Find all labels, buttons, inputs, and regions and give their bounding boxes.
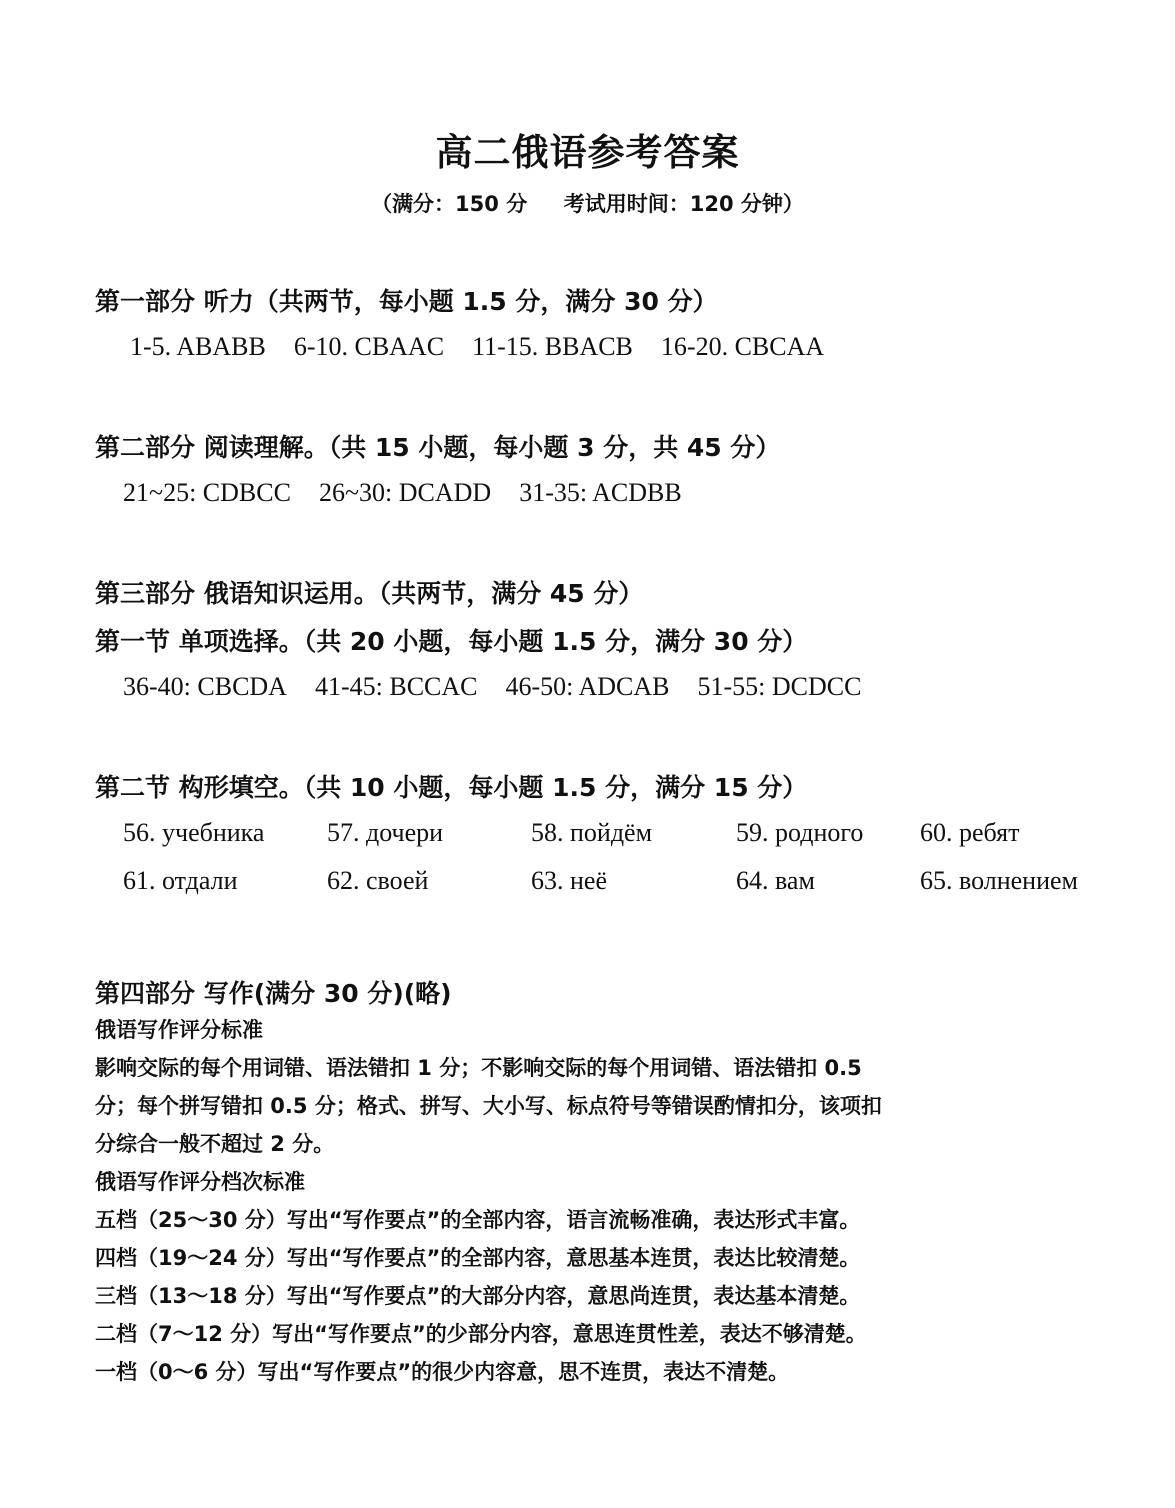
answer-group: 41-45: BCCAC <box>314 672 478 701</box>
part1-heading: 第一部分 听力（共两节，每小题 1.5 分，满分 30 分） <box>95 287 718 316</box>
rubric-line: 三档（13～18 分）写出“写作要点”的大部分内容，意思尚连贯，表达基本清楚。 <box>95 1284 861 1308</box>
part3-heading: 第三部分 俄语知识运用。（共两节，满分 45 分） <box>95 579 644 608</box>
part4-heading: 第四部分 写作(满分 30 分)(略) <box>95 979 452 1008</box>
answer-group: 51-55: DCDCC <box>697 672 862 701</box>
part2-heading: 第二部分 阅读理解。（共 15 小题，每小题 3 分，共 45 分） <box>95 433 781 462</box>
rubric-line: 分；每个拼写错扣 0.5 分；格式、拼写、大小写、标点符号等错误酌情扣分，该项扣 <box>95 1094 882 1118</box>
fill-in-answer: 65. волнением <box>920 866 1079 895</box>
answer-group: 26~30: DCADD <box>318 478 492 507</box>
answer-group: 1-5. ABABB <box>130 332 266 361</box>
rubric-line: 分综合一般不超过 2 分。 <box>95 1132 335 1156</box>
part3-section1-heading: 第一节 单项选择。（共 20 小题，每小题 1.5 分，满分 30 分） <box>95 627 808 656</box>
answer-group: 31-35: ACDBB <box>519 478 682 507</box>
fill-in-answer: 58. пойдём <box>531 818 653 847</box>
part2-answers <box>123 478 710 508</box>
fill-in-row-2 <box>123 866 1123 900</box>
rubric-line: 五档（25～30 分）写出“写作要点”的全部内容，语言流畅准确，表达形式丰富。 <box>95 1208 861 1232</box>
part3-section1-answers <box>123 672 889 702</box>
answer-group: 6-10. CBAAC <box>293 332 445 361</box>
rubric-line: 俄语写作评分标准 <box>95 1018 263 1042</box>
fill-in-answer: 64. вам <box>736 866 815 895</box>
fill-in-answer: 62. своей <box>327 866 429 895</box>
rubric-line: 俄语写作评分档次标准 <box>95 1170 305 1194</box>
fill-in-answer: 59. родного <box>736 818 864 847</box>
part1-answers <box>130 332 852 362</box>
fill-in-answer: 61. отдали <box>123 866 238 895</box>
page-title: 高二俄语参考答案 <box>435 131 740 174</box>
fill-in-answer: 63. неё <box>531 866 607 895</box>
page-subtitle: （满分：150 分 考试用时间：120 分钟） <box>371 192 804 216</box>
answer-group: 16-20. CBCAA <box>660 332 825 361</box>
rubric-line: 四档（19～24 分）写出“写作要点”的全部内容，意思基本连贯，表达比较清楚。 <box>95 1246 861 1270</box>
fill-in-row-1 <box>123 818 1123 852</box>
answer-group: 21~25: CDBCC <box>123 478 291 507</box>
rubric-line: 一档（0～6 分）写出“写作要点”的很少内容意，思不连贯，表达不清楚。 <box>95 1360 790 1384</box>
answer-group: 36-40: CBCDA <box>123 672 287 701</box>
rubric-line: 二档（7～12 分）写出“写作要点”的少部分内容，意思连贯性差，表达不够清楚。 <box>95 1322 867 1346</box>
rubric-line: 影响交际的每个用词错、语法错扣 1 分；不影响交际的每个用词错、语法错扣 0.5 <box>95 1056 862 1080</box>
answer-group: 11-15. BBACB <box>472 332 633 361</box>
fill-in-answer: 56. учебника <box>123 818 265 847</box>
part3-section2-heading: 第二节 构形填空。（共 10 小题，每小题 1.5 分，满分 15 分） <box>95 773 808 802</box>
fill-in-answer: 60. ребят <box>920 818 1020 847</box>
answer-group: 46-50: ADCAB <box>505 672 670 701</box>
fill-in-answer: 57. дочери <box>327 818 444 847</box>
